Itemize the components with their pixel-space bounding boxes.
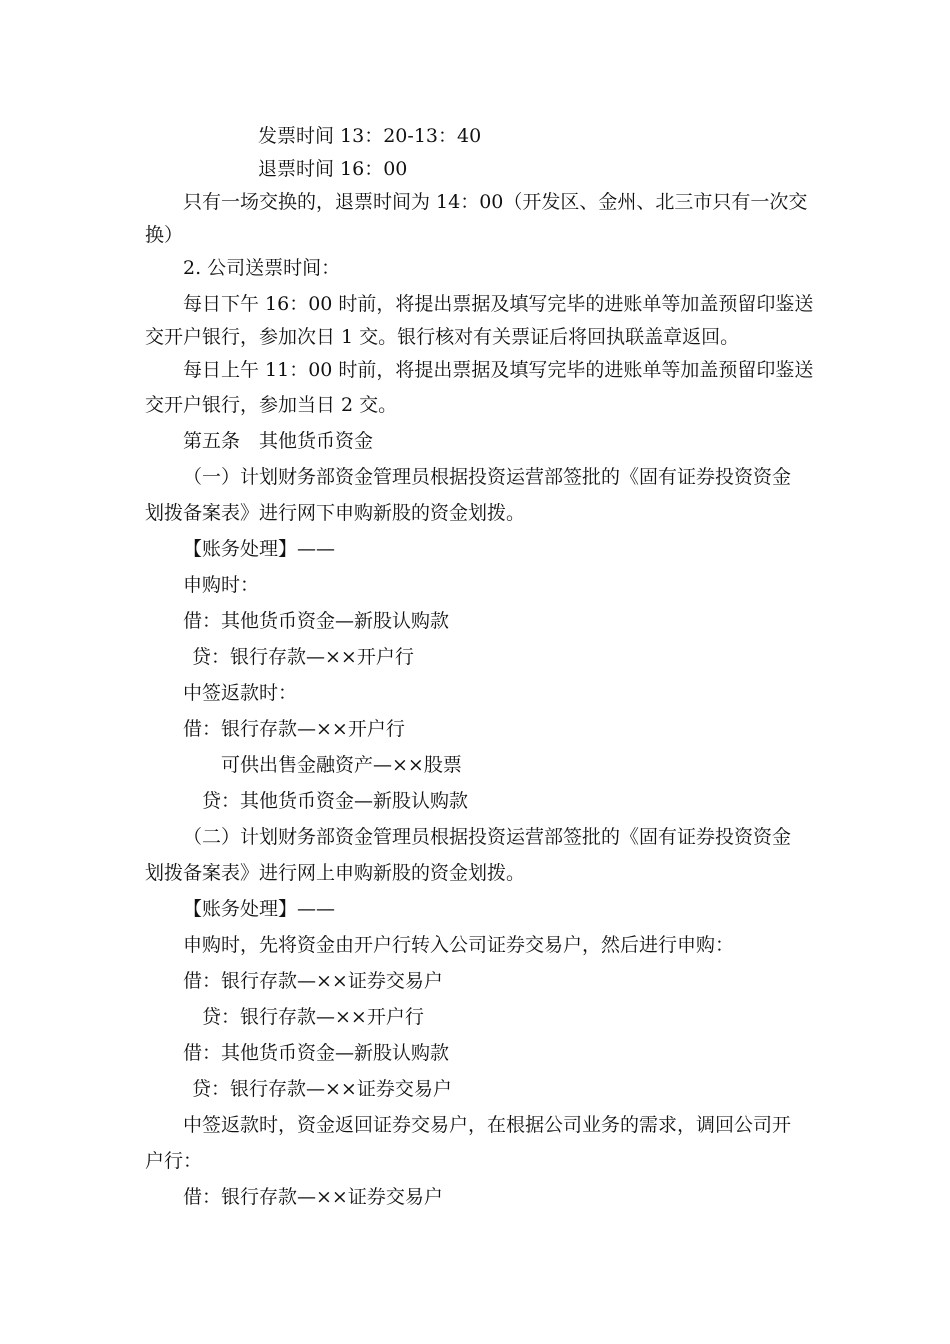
text-line: 借：银行存款—××证券交易户 (183, 970, 443, 992)
text-line: 借：银行存款—××开户行 (183, 718, 405, 740)
text-line: 退票时间 16：00 (258, 158, 408, 180)
text-line: 每日下午 16：00 时前，将提出票据及填写完毕的进账单等加盖预留印鉴送 (183, 293, 814, 315)
text-line: （二）计划财务部资金管理员根据投资运营部签批的《固有证券投资资金 (183, 826, 792, 848)
text-line: 划拨备案表》进行网上申购新股的资金划拨。 (145, 862, 526, 884)
text-line: 借：其他货币资金—新股认购款 (183, 1042, 450, 1064)
text-line: 借：银行存款—××证券交易户 (183, 1186, 443, 1208)
text-line: 申购时，先将资金由开户行转入公司证券交易户，然后进行申购： (183, 934, 735, 956)
text-line: 只有一场交换的，退票时间为 14：00（开发区、金州、北三市只有一次交 (183, 191, 808, 213)
text-line: 交开户银行，参加当日 2 交。 (145, 394, 398, 416)
text-line: 申购时： (183, 574, 260, 596)
text-line: 户行： (145, 1150, 203, 1172)
text-line: 中签返款时，资金返回证券交易户，在根据公司业务的需求，调回公司开 (183, 1114, 792, 1136)
text-line: 【账务处理】—— (183, 898, 336, 920)
text-line: 【账务处理】—— (183, 538, 336, 560)
text-line: 可供出售金融资产—××股票 (221, 754, 462, 776)
text-line: 划拨备案表》进行网下申购新股的资金划拨。 (145, 502, 526, 524)
text-line: 换） (145, 224, 184, 246)
text-line: 中签返款时： (183, 682, 298, 704)
text-line: 贷：其他货币资金—新股认购款 (202, 790, 469, 812)
text-line: 贷：银行存款—××证券交易户 (192, 1078, 452, 1100)
text-line: 2. 公司送票时间： (183, 257, 341, 279)
text-line: 贷：银行存款—××开户行 (202, 1006, 424, 1028)
section-heading: 第五条 其他货币资金 (183, 430, 374, 452)
text-line: 交开户银行，参加次日 1 交。银行核对有关票证后将回执联盖章返回。 (145, 326, 740, 348)
text-line: 每日上午 11：00 时前，将提出票据及填写完毕的进账单等加盖预留印鉴送 (183, 359, 814, 381)
text-line: 借：其他货币资金—新股认购款 (183, 610, 450, 632)
text-line: 发票时间 13：20-13：40 (258, 125, 482, 147)
text-line: 贷：银行存款—××开户行 (192, 646, 414, 668)
text-line: （一）计划财务部资金管理员根据投资运营部签批的《固有证券投资资金 (183, 466, 792, 488)
